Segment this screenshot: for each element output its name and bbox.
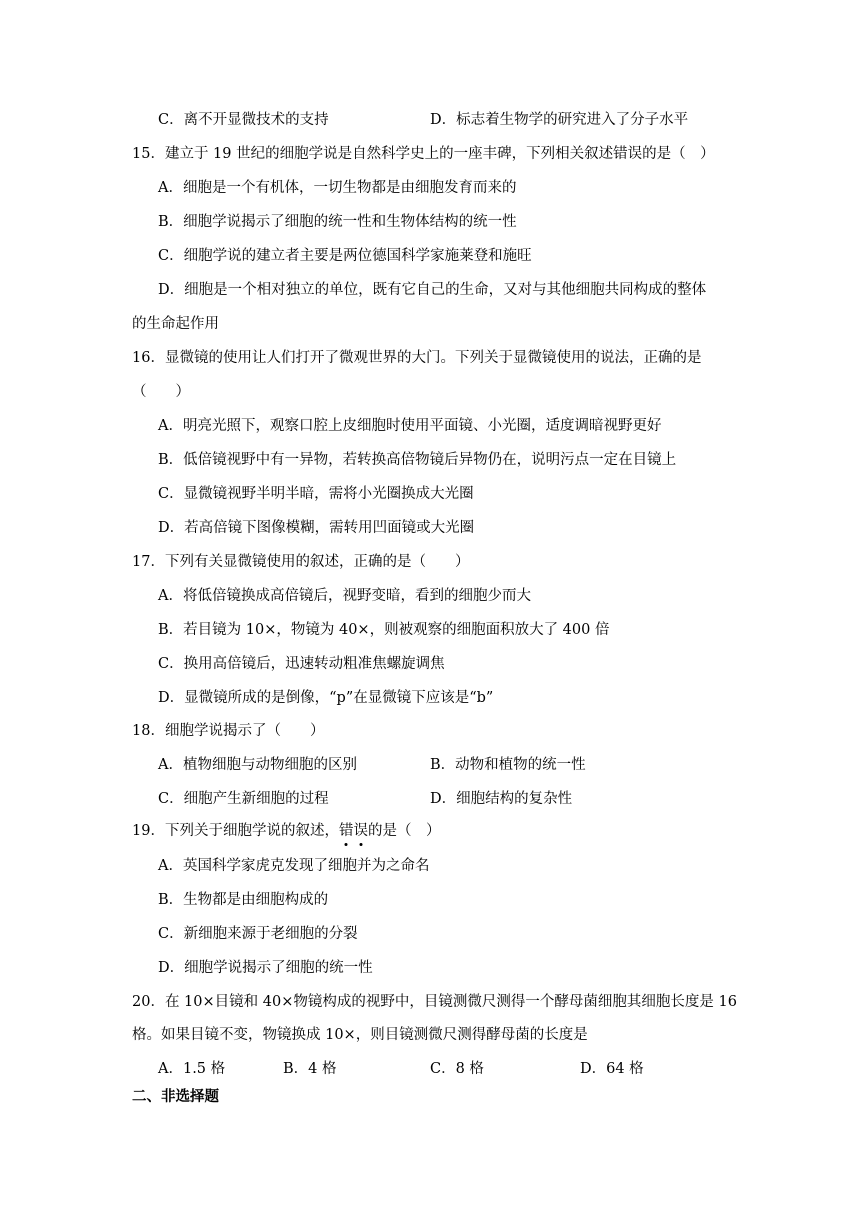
q20-option-d: D．64 格 xyxy=(580,1061,644,1077)
q18-option-c: C．细胞产生新细胞的过程 xyxy=(158,791,329,807)
q17-stem: 17．下列有关显微镜使用的叙述，正确的是（ ） xyxy=(132,554,470,570)
q20-option-a: A．1.5 格 xyxy=(158,1061,226,1077)
q19-stem xyxy=(132,821,440,841)
q15-stem: 15．建立于 19 世纪的细胞学说是自然科学史上的一座丰碑，下列相关叙述错误的是（ ） xyxy=(132,146,715,162)
q18-stem: 18．细胞学说揭示了（ ） xyxy=(132,723,325,739)
q19-emphasis-2: 误 xyxy=(353,823,368,839)
q17-option-c: C．换用高倍镜后，迅速转动粗准焦螺旋调焦 xyxy=(158,656,445,672)
q20-option-c: C．8 格 xyxy=(430,1061,484,1077)
q15-option-c: C．细胞学说的建立者主要是两位德国科学家施莱登和施旺 xyxy=(158,248,532,264)
q18-option-b: B．动物和植物的统一性 xyxy=(430,757,586,773)
q16-option-a: A．明亮光照下，观察口腔上皮细胞时使用平面镜、小光圈，适度调暗视野更好 xyxy=(158,418,662,434)
q15-option-b: B．细胞学说揭示了细胞的统一性和生物体结构的统一性 xyxy=(158,214,517,230)
q18-option-d: D．细胞结构的复杂性 xyxy=(430,791,573,807)
q19-option-b: B．生物都是由细胞构成的 xyxy=(158,892,329,908)
q15-option-d: D．细胞是一个相对独立的单位，既有它自己的生命，又对与其他细胞共同构成的整体 xyxy=(158,282,707,298)
q17-option-b: B．若目镜为 10×，物镜为 40×，则被观察的细胞面积放大了 400 倍 xyxy=(158,622,610,638)
q19-stem-post: 的是（ ） xyxy=(367,823,441,839)
q17-option-d: D．显微镜所成的是倒像，“p”在显微镜下应该是“b” xyxy=(158,690,494,706)
q16-option-d: D．若高倍镜下图像模糊，需转用凹面镜或大光圈 xyxy=(158,520,475,536)
q15-option-a: A．细胞是一个有机体，一切生物都是由细胞发育而来的 xyxy=(158,180,517,196)
q19-option-c: C．新细胞来源于老细胞的分裂 xyxy=(158,926,358,942)
q20-option-b: B．4 格 xyxy=(283,1061,337,1077)
q16-stem: 16．显微镜的使用让人们打开了微观世界的大门。下列关于显微镜使用的说法，正确的是 xyxy=(132,350,702,366)
q15-option-d-cont: 的生命起作用 xyxy=(132,316,219,332)
q19-emphasis-1: 错 xyxy=(339,823,354,839)
q20-stem: 20．在 10×目镜和 40×物镜构成的视野中，目镜测微尺测得一个酵母菌细胞其细胞长度是 16 xyxy=(132,994,737,1010)
q20-stem-cont: 格。如果目镜不变，物镜换成 10×，则目镜测微尺测得酵母菌的长度是 xyxy=(132,1027,588,1043)
option-c-previous: C．离不开显微技术的支持 xyxy=(158,112,329,128)
q16-option-b: B．低倍镜视野中有一异物，若转换高倍物镜后异物仍在，说明污点一定在目镜上 xyxy=(158,452,677,468)
q16-stem-paren: （ ） xyxy=(132,384,190,400)
q16-option-c: C．显微镜视野半明半暗，需将小光圈换成大光圈 xyxy=(158,486,474,502)
q18-option-a: A．植物细胞与动物细胞的区别 xyxy=(158,757,357,773)
q17-option-a: A．将低倍镜换成高倍镜后，视野变暗，看到的细胞少而大 xyxy=(158,588,531,604)
q19-option-a: A．英国科学家虎克发现了细胞并为之命名 xyxy=(158,858,430,874)
q19-stem-pre: 19．下列关于细胞学说的叙述， xyxy=(132,823,339,839)
option-d-previous: D．标志着生物学的研究进入了分子水平 xyxy=(430,112,689,128)
q19-option-d: D．细胞学说揭示了细胞的统一性 xyxy=(158,960,373,976)
section-heading: 二、非选择题 xyxy=(132,1088,219,1105)
